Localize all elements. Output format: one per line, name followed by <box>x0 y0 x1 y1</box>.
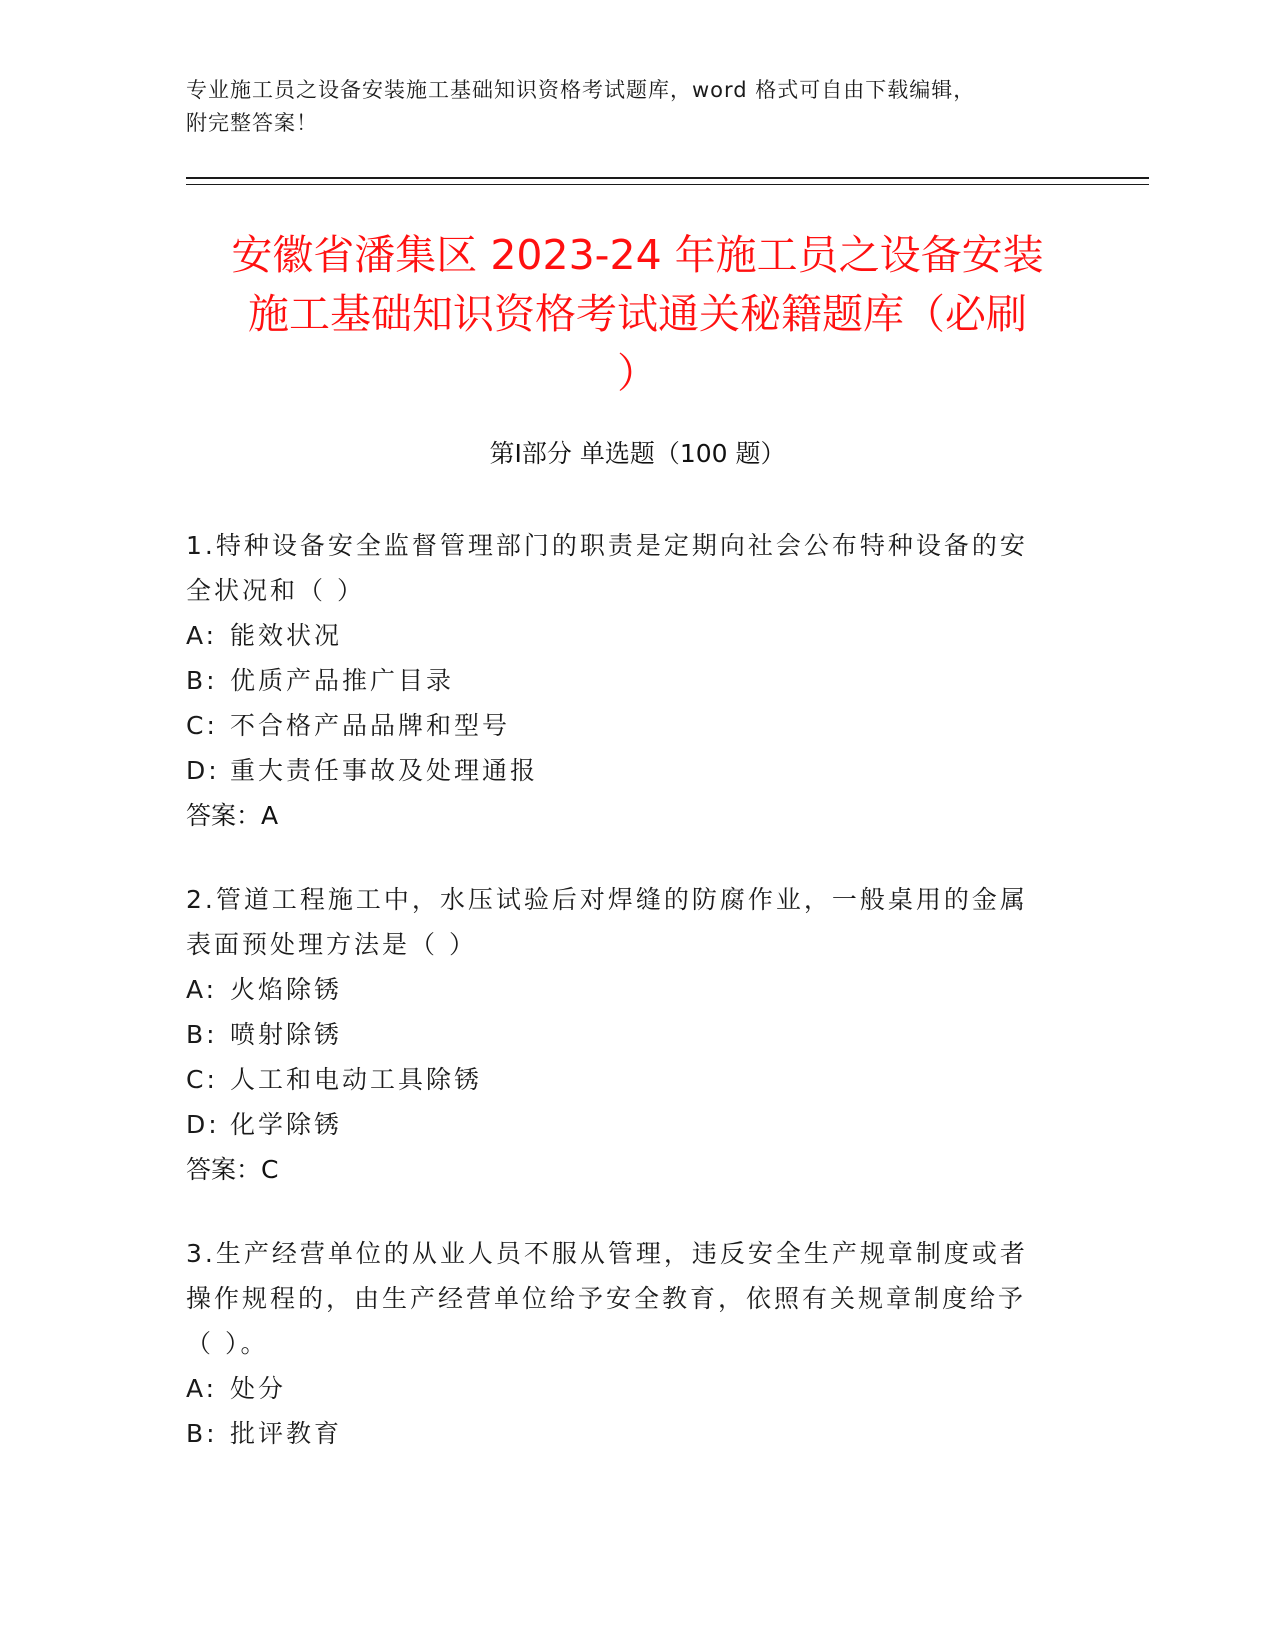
header-divider-thick <box>186 177 1149 179</box>
question-stem: 3.生产经营单位的从业人员不服从管理，违反安全生产规章制度或者 <box>186 1239 1028 1268</box>
option-text: 处分 <box>230 1374 287 1403</box>
option-d <box>186 1102 1086 1147</box>
header-note <box>186 74 1086 140</box>
document-title-line-2: 施工基础知识资格考试通关秘籍题库（必刷 <box>248 290 1027 338</box>
question-stem: 1.特种设备安全监督管理部门的职责是定期向社会公布特种设备的安 <box>186 531 1028 560</box>
option-text: 人工和电动工具除锈 <box>230 1065 483 1094</box>
question-2 <box>186 877 1086 1192</box>
option-text: 批评教育 <box>230 1419 343 1448</box>
option-letter: A: <box>186 621 218 650</box>
option-letter: B: <box>186 1419 218 1448</box>
question-1 <box>186 523 1086 838</box>
document-title <box>180 226 1095 403</box>
option-d <box>186 748 1086 793</box>
option-c <box>186 1057 1086 1102</box>
header-note-line-1: 专业施工员之设备安装施工基础知识资格考试题库，word 格式可自由下载编辑， <box>186 78 976 102</box>
question-stem: （ ）。 <box>186 1329 269 1358</box>
option-c <box>186 703 1086 748</box>
option-letter: B: <box>186 666 218 695</box>
option-a <box>186 967 1086 1012</box>
option-b <box>186 1012 1086 1057</box>
question-stem: 全状况和（ ） <box>186 576 365 605</box>
question-stem: 表面预处理方法是（ ） <box>186 930 477 959</box>
option-a <box>186 613 1086 658</box>
question-list <box>186 523 1086 1495</box>
option-letter: B: <box>186 1020 218 1049</box>
option-a <box>186 1366 1086 1411</box>
section-heading: 第Ⅰ部分 单选题（100 题） <box>489 439 786 468</box>
option-letter: D: <box>186 756 220 785</box>
option-text: 化学除锈 <box>230 1110 343 1139</box>
option-b <box>186 658 1086 703</box>
option-text: 不合格产品品牌和型号 <box>230 711 511 740</box>
question-stem: 操作规程的，由生产经营单位给予安全教育，依照有关规章制度给予 <box>186 1284 1027 1313</box>
option-letter: C: <box>186 711 218 740</box>
document-title-line-3: ） <box>617 349 658 397</box>
answer: 答案：A <box>186 801 279 830</box>
option-text: 重大责任事故及处理通报 <box>230 756 539 785</box>
option-text: 喷射除锈 <box>230 1020 343 1049</box>
option-b <box>186 1411 1086 1456</box>
question-stem: 2.管道工程施工中，水压试验后对焊缝的防腐作业，一般桌用的金属 <box>186 885 1028 914</box>
question-3 <box>186 1231 1086 1456</box>
option-letter: C: <box>186 1065 218 1094</box>
option-letter: A: <box>186 1374 218 1403</box>
option-text: 优质产品推广目录 <box>230 666 455 695</box>
option-letter: D: <box>186 1110 220 1139</box>
option-text: 火焰除锈 <box>230 975 343 1004</box>
document-title-line-1: 安徽省潘集区 2023-24 年施工员之设备安装 <box>231 231 1044 279</box>
header-note-line-2: 附完整答案！ <box>186 111 318 135</box>
option-letter: A: <box>186 975 218 1004</box>
option-text: 能效状况 <box>230 621 343 650</box>
answer: 答案：C <box>186 1155 279 1184</box>
header-divider-thin <box>186 184 1149 185</box>
